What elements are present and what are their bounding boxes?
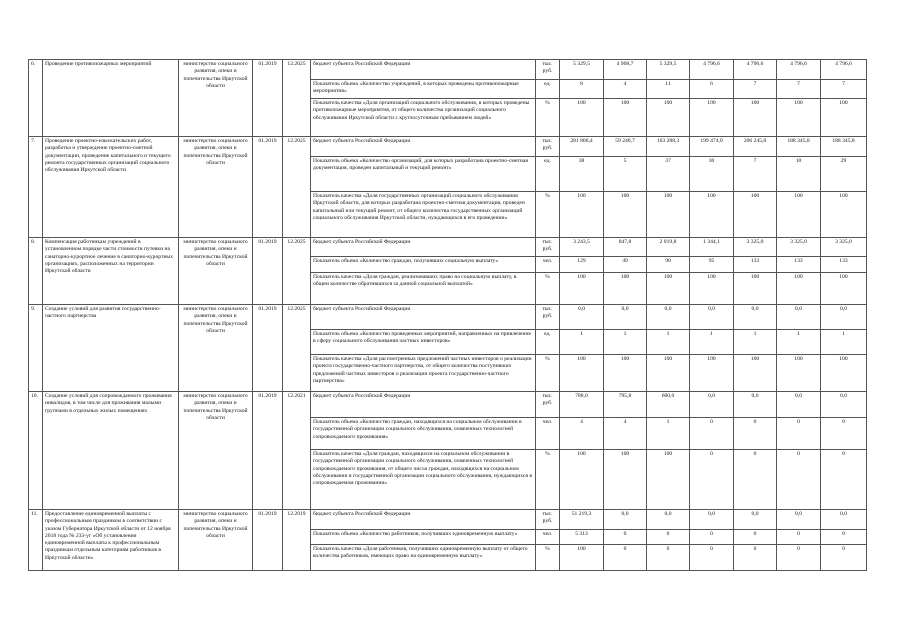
indicator-value: 100 [647,355,690,392]
activity-executor: министерство социального развития, опеки и попечительства Иркутской области [179,60,253,137]
indicator-value: 3 325,0 [821,238,867,257]
indicator-value: 0 [647,545,690,571]
activity-start-date: 01.2019 [253,510,283,571]
indicator-value: 100 [690,355,734,392]
indicator-unit: % [536,192,560,238]
indicator-value: 0 [777,450,821,510]
table-row [29,238,867,257]
indicator-value: 1 344,1 [690,238,734,257]
indicator-value: 100 [777,355,821,392]
activity-name: Проведение проектно-изыскательских работ, разработка и утверждение проектно-сметной документации, проведение капитального и текущего ремонта государственных организаций социального обслуживания Иркутской области [43,137,179,238]
activity-start-date: 01.2019 [253,392,283,510]
activity-end-date: 12.2025 [283,60,311,137]
indicator-value: 100 [647,273,690,305]
indicator-value: 7 [734,80,777,99]
indicator-value: 188 345,8 [821,137,867,157]
indicator-value: 100 [821,192,867,238]
program-activities-table [28,59,867,571]
indicator-unit: тыс. руб. [536,392,560,418]
indicator-value: 4 796,6 [734,60,777,80]
indicator-value: 3 325,0 [734,238,777,257]
indicator-value: 100 [560,192,604,238]
indicator-name: Показатель качества «Доля рассмотренных предложений частных инвесторов о реализации проекта государственно-частного партнерства, от общего количества поступивших предложений частных инвесторов о реализации проекта государственно-частного партнерства» [311,355,536,392]
indicator-value: 0,0 [604,305,647,330]
indicator-value: 0,0 [690,510,734,530]
indicator-value: 100 [560,450,604,510]
indicator-unit: тыс. руб. [536,238,560,257]
indicator-value: 29 [821,157,867,192]
activity-name: Проведение противопожарных мероприятий [43,60,179,137]
indicator-name: Показатель качества «Доля организаций социального обслуживания, в которых проведены противопожарные мероприятия, от общего количества организаций социального обслуживания Иркутской области с круглосуточным пребыванием людей» [311,99,536,137]
activity-start-date: 01.2019 [253,60,283,137]
indicator-value: 4 [604,418,647,450]
indicator-value: 163 288,3 [647,137,690,157]
indicator-value: 100 [734,192,777,238]
indicator-unit: ед. [536,330,560,355]
indicator-unit: % [536,450,560,510]
table-row [29,510,867,530]
indicator-value: 4 [560,418,604,450]
indicator-value: 0 [690,545,734,571]
activity-start-date: 01.2019 [253,238,283,305]
activity-name: Создание условий для сопровождаемого проживания инвалидов, в том числе для проживания малыми группами в отдельных жилых помещениях [43,392,179,510]
indicator-value: 4 796,6 [821,60,867,80]
indicator-value: 3 243,5 [560,238,604,257]
indicator-value: 1 [560,330,604,355]
indicator-value: 3 325,0 [777,238,821,257]
indicator-unit: % [536,99,560,137]
indicator-value: 100 [690,273,734,305]
indicator-value: 600,0 [647,392,690,418]
indicator-name: Показатель объема «Количество граждан, находящихся на социальном обслуживании в государственной организации социального обслуживания, охваченных технологией сопровождаемого проживания» [311,418,536,450]
indicator-value: 0 [777,418,821,450]
indicator-value: 51 219,3 [560,510,604,530]
activity-end-date: 12.2019 [283,510,311,571]
indicator-unit: тыс. руб. [536,60,560,80]
indicator-value: 100 [821,355,867,392]
indicator-name: Показатель объема «Количество граждан, получивших социальную выплату» [311,257,536,273]
indicator-value: 0 [690,530,734,545]
indicator-value: 59 240,7 [604,137,647,157]
indicator-value: 0 [604,530,647,545]
activity-number: 11. [29,510,43,571]
table-row [29,137,867,157]
indicator-unit: чел. [536,257,560,273]
indicator-value: 10 [777,157,821,192]
indicator-value: 4 [604,80,647,99]
indicator-unit: % [536,273,560,305]
indicator-value: 0,0 [690,305,734,330]
indicator-value: 1 [647,418,690,450]
indicator-name: Показатель качества «Доля граждан, находящихся на социальном обслуживании в государственной организации социального обслуживания, охваченных технологией сопровождаемого проживания, от общего числа граждан, находящихся на социальном обслуживании в государственной организации социального обслуживания, нуждающихся в сопровождаемом проживании» [311,450,536,510]
indicator-value: 1 [604,330,647,355]
indicator-value: 0,0 [777,392,821,418]
activity-number: 6. [29,60,43,137]
activity-name: Компенсация работникам учреждений в установленном порядке части стоимости путевки на санаторно-курортное лечение в санаторно-курортных организациях, расположенных на территории Иркутской области [43,238,179,305]
indicator-value: 100 [647,99,690,137]
activity-number: 9. [29,305,43,392]
indicator-name: Показатель качества «Доля граждан, реализовавших право на социальную выплату, в общем количестве обратившихся за данной социальной выплатой» [311,273,536,305]
indicator-value: 7 [734,157,777,192]
indicator-value: 100 [647,450,690,510]
indicator-value: 0 [821,418,867,450]
indicator-value: 100 [604,450,647,510]
indicator-value: 788,0 [560,392,604,418]
indicator-value: 0,0 [604,510,647,530]
indicator-value: 0 [821,545,867,571]
indicator-value: 4 908,7 [604,60,647,80]
indicator-value: 5 329,5 [647,60,690,80]
indicator-value: 100 [734,273,777,305]
indicator-name: Показатель объема «Количество работников, получивших единовременную выплату» [311,530,536,545]
indicator-value: 90 [647,257,690,273]
indicator-unit: тыс. руб. [536,137,560,157]
indicator-unit: чел. [536,418,560,450]
indicator-value: 0,0 [821,392,867,418]
indicator-value: 100 [604,192,647,238]
indicator-value: 0 [821,530,867,545]
activity-executor: министерство социального развития, опеки и попечительства Иркутской области [179,510,253,571]
indicator-value: 0,0 [647,510,690,530]
indicator-unit: тыс. руб. [536,305,560,330]
indicator-value: 100 [777,192,821,238]
activity-end-date: 12.2025 [283,238,311,305]
indicator-value: 0,0 [734,510,777,530]
indicator-value: 2 019,8 [647,238,690,257]
indicator-value: 129 [560,257,604,273]
indicator-value: 0 [647,530,690,545]
indicator-value: 0 [734,545,777,571]
indicator-value: 100 [690,192,734,238]
activity-end-date: 12.2021 [283,392,311,510]
indicator-value: 49 [604,257,647,273]
activity-start-date: 01.2019 [253,137,283,238]
indicator-value: 4 796,6 [690,60,734,80]
indicator-value: 0,0 [821,305,867,330]
indicator-value: 100 [777,99,821,137]
indicator-value: 4 796,6 [777,60,821,80]
indicator-value: 38 [560,157,604,192]
activity-executor: министерство социального развития, опеки и попечительства Иркутской области [179,392,253,510]
indicator-value: 133 [777,257,821,273]
activity-name: Создание условий для развития государственно-частного партнерства [43,305,179,392]
activity-end-date: 12.2025 [283,137,311,238]
indicator-value: 0,0 [690,392,734,418]
indicator-name: Показатель качества «Доля государственных организаций социального обслуживания Иркутской области, для которых разработана проектно-сметная документация, проведен капитальный или текущий ремонт, от общего количества государственных организаций социального обслуживания Иркутской области, нуждающихся в его проведении» [311,192,536,238]
indicator-name: бюджет субъекта Российской Федерации [311,392,536,418]
indicator-value: 0 [690,418,734,450]
indicator-value: 0 [734,530,777,545]
indicator-value: 133 [734,257,777,273]
activity-executor: министерство социального развития, опеки и попечительства Иркутской области [179,137,253,238]
indicator-name: Показатель объема «Количество учреждений, в которых проведены противопожарные мероприятия» [311,80,536,99]
table-row [29,392,867,418]
indicator-unit: % [536,355,560,392]
indicator-value: 188 345,8 [777,137,821,157]
indicator-value: 100 [821,99,867,137]
indicator-value: 95 [690,257,734,273]
indicator-unit: ед. [536,80,560,99]
indicator-name: Показатель объема «Количество проведенных мероприятий, направленных на привлечение в сферу социального обслуживания частных инвесторов» [311,330,536,355]
indicator-value: 133 [821,257,867,273]
indicator-name: бюджет субъекта Российской Федерации [311,305,536,330]
indicator-value: 30 [690,157,734,192]
table-row [29,305,867,330]
indicator-value: 100 [734,99,777,137]
indicator-value: 281 806,4 [560,137,604,157]
indicator-name: бюджет субъекта Российской Федерации [311,238,536,257]
indicator-value: 0,0 [647,305,690,330]
indicator-value: 7 [777,80,821,99]
indicator-value: 0 [734,418,777,450]
indicator-value: 1 [734,330,777,355]
indicator-value: 100 [647,192,690,238]
indicator-name: бюджет субъекта Российской Федерации [311,60,536,80]
indicator-unit: тыс. руб. [536,510,560,530]
indicator-value: 0,0 [734,392,777,418]
indicator-value: 100 [777,273,821,305]
indicator-value: 199 474,0 [690,137,734,157]
indicator-value: 1 [777,330,821,355]
indicator-value: 100 [734,355,777,392]
indicator-value: 0 [777,530,821,545]
indicator-value: 206 245,8 [734,137,777,157]
indicator-value: 100 [604,355,647,392]
indicator-value: 8 [560,80,604,99]
indicator-name: Показатель объема «Количество организаций, для которых разработана проектно-сметная документация, проведен капитальный и текущий ремонт» [311,157,536,192]
indicator-value: 0 [821,450,867,510]
indicator-unit: % [536,545,560,571]
indicator-value: 5 313 [560,530,604,545]
indicator-value: 0,0 [560,305,604,330]
indicator-value: 100 [560,355,604,392]
activity-start-date: 01.2019 [253,305,283,392]
indicator-value: 795,8 [604,392,647,418]
indicator-name: бюджет субъекта Российской Федерации [311,137,536,157]
indicator-value: 100 [560,545,604,571]
indicator-value: 1 [647,330,690,355]
indicator-value: 7 [821,80,867,99]
indicator-value: 100 [560,273,604,305]
activity-name: Предоставление единовременной выплаты с профессиональным праздником в соответствии с указом Губернатора Иркутской области от 12 ноября 2018 года № 233-уг «Об установлении единовременной выплаты к профессиональным праздникам отдельным категориям работников в Иркутской области» [43,510,179,571]
indicator-value: 100 [690,99,734,137]
indicator-value: 1 [821,330,867,355]
indicator-value: 0 [734,450,777,510]
indicator-value: 0 [690,450,734,510]
activity-executor: министерство социального развития, опеки и попечительства Иркутской области [179,238,253,305]
indicator-name: Показатель качества «Доля работников, получивших единовременную выплату от общего количества работников, имеющих право на единовременную выплату» [311,545,536,571]
activity-number: 7. [29,137,43,238]
indicator-value: 100 [604,99,647,137]
indicator-value: 0,0 [821,510,867,530]
indicator-value: 0 [604,545,647,571]
indicator-value: 5 329,5 [560,60,604,80]
indicator-value: 0 [777,545,821,571]
indicator-value: 847,8 [604,238,647,257]
activity-executor: министерство социального развития, опеки и попечительства Иркутской области [179,305,253,392]
indicator-value: 1 [690,330,734,355]
indicator-value: 0,0 [777,305,821,330]
indicator-value: 5 [604,157,647,192]
indicator-value: 0,0 [777,510,821,530]
indicator-value: 0,0 [734,305,777,330]
table-body [29,60,867,571]
indicator-value: 100 [821,273,867,305]
indicator-value: 100 [604,273,647,305]
table-row [29,60,867,80]
indicator-value: 11 [647,80,690,99]
indicator-unit: ед. [536,157,560,192]
indicator-unit: чел. [536,530,560,545]
indicator-name: бюджет субъекта Российской Федерации [311,510,536,530]
activity-end-date: 12.2025 [283,305,311,392]
indicator-value: 100 [560,99,604,137]
indicator-value: 6 [690,80,734,99]
activity-number: 10. [29,392,43,510]
activity-number: 8. [29,238,43,305]
indicator-value: 37 [647,157,690,192]
